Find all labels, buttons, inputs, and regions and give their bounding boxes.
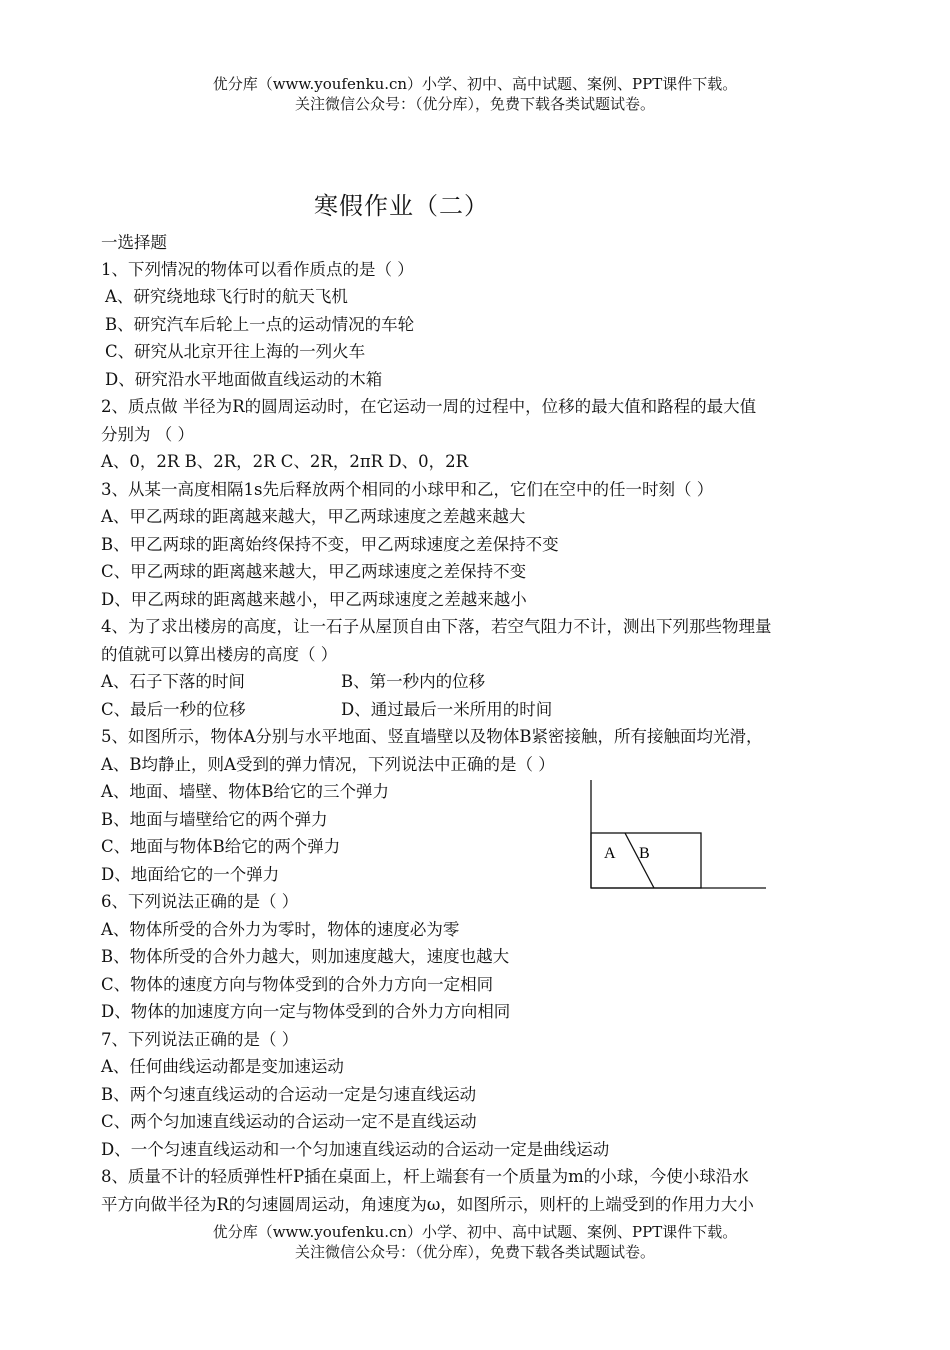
q4-option-c: C、最后一秒的位移 — [101, 700, 246, 719]
q8-stem-2: 平方向做半径为R的匀速圆周运动，角速度为ω，如图所示，则杆的上端受到的作用力大小 — [101, 1195, 754, 1214]
q7-option-a: A、任何曲线运动都是变加速运动 — [101, 1057, 344, 1076]
q5-stem-1: 5、如图所示，物体A分别与水平地面、竖直墙壁以及物体B紧密接触，所有接触面均光滑， — [101, 727, 763, 746]
q5-stem-2: A、B均静止，则A受到的弹力情况，下列说法中正确的是（ ） — [101, 755, 555, 774]
q3-stem: 3、从某一高度相隔1s先后释放两个相同的小球甲和乙，它们在空中的任一时刻（ ） — [101, 480, 714, 499]
q5-option-b: B、地面与墙壁给它的两个弹力 — [101, 810, 328, 829]
label-a: A — [604, 845, 616, 862]
q6-option-c: C、物体的速度方向与物体受到的合外力方向一定相同 — [101, 975, 494, 994]
q6-option-a: A、物体所受的合外力为零时，物体的速度必为零 — [101, 920, 460, 939]
q5-option-d: D、地面给它的一个弹力 — [101, 865, 280, 884]
q4-option-a: A、石子下落的时间 — [101, 672, 245, 691]
footer-line-2: 关注微信公众号：（优分库），免费下载各类试题试卷。 — [294, 1243, 655, 1261]
q6-stem: 6、下列说法正确的是（ ） — [101, 892, 299, 911]
q4-option-b: B、第一秒内的位移 — [341, 672, 486, 691]
q6-option-d: D、物体的加速度方向一定与物体受到的合外力方向相同 — [101, 1002, 511, 1021]
header-line-1: 优分库（www.youfenku.cn）小学、初中、高中试题、案例、PPT课件下载。 — [212, 75, 738, 93]
label-b: B — [639, 845, 650, 862]
q6-option-b: B、物体所受的合外力越大，则加速度越大，速度也越大 — [101, 947, 510, 966]
q5-option-c: C、地面与物体B给它的两个弹力 — [101, 837, 341, 856]
q5-figure — [588, 778, 770, 894]
q4-stem-2: 的值就可以算出楼房的高度（ ） — [101, 645, 338, 664]
section-heading: 一选择题 — [101, 233, 167, 252]
q2-stem-1: 2、质点做 半径为R的圆周运动时，在它运动一周的过程中，位移的最大值和路程的最大值 — [101, 397, 757, 416]
q7-stem: 7、下列说法正确的是（ ） — [101, 1030, 299, 1049]
footer-line-1: 优分库（www.youfenku.cn）小学、初中、高中试题、案例、PPT课件下载。 — [212, 1223, 738, 1241]
q1-option-a: A、研究绕地球飞行时的航天飞机 — [105, 287, 348, 306]
header-line-2: 关注微信公众号：（优分库），免费下载各类试题试卷。 — [294, 95, 655, 113]
q1-option-d: D、研究沿水平地面做直线运动的木箱 — [105, 370, 383, 389]
q1-option-b: B、研究汽车后轮上一点的运动情况的车轮 — [105, 315, 415, 334]
q1-option-c: C、研究从北京开往上海的一列火车 — [105, 342, 366, 361]
q3-option-a: A、甲乙两球的距离越来越大，甲乙两球速度之差越来越大 — [101, 507, 526, 526]
q4-row-1 — [101, 671, 486, 693]
q3-option-d: D、甲乙两球的距离越来越小，甲乙两球速度之差越来越小 — [101, 590, 527, 609]
q1-stem: 1、下列情况的物体可以看作质点的是（ ） — [101, 260, 414, 279]
q2-options: A、0，2R B、2R，2R C、2R，2πR D、0，2R — [101, 452, 468, 471]
q8-stem-1: 8、质量不计的轻质弹性杆P插在桌面上，杆上端套有一个质量为m的小球，今使小球沿水 — [101, 1167, 749, 1186]
page-title: 寒假作业（二） — [314, 192, 489, 220]
q4-row-2 — [101, 699, 553, 721]
q7-option-c: C、两个匀加速直线运动的合运动一定不是直线运动 — [101, 1112, 477, 1131]
q2-stem-2: 分别为 （ ） — [101, 425, 194, 444]
q3-option-c: C、甲乙两球的距离越来越大，甲乙两球速度之差保持不变 — [101, 562, 527, 581]
q4-stem-1: 4、为了求出楼房的高度，让一石子从屋顶自由下落，若空气阻力不计，测出下列那些物理量 — [101, 617, 772, 636]
q5-option-a: A、地面、墙壁、物体B给它的三个弹力 — [101, 782, 390, 801]
q7-option-b: B、两个匀速直线运动的合运动一定是匀速直线运动 — [101, 1085, 477, 1104]
q3-option-b: B、甲乙两球的距离始终保持不变，甲乙两球速度之差保持不变 — [101, 535, 559, 554]
q7-option-d: D、一个匀速直线运动和一个匀加速直线运动的合运动一定是曲线运动 — [101, 1140, 610, 1159]
q4-option-d: D、通过最后一米所用的时间 — [341, 700, 553, 719]
